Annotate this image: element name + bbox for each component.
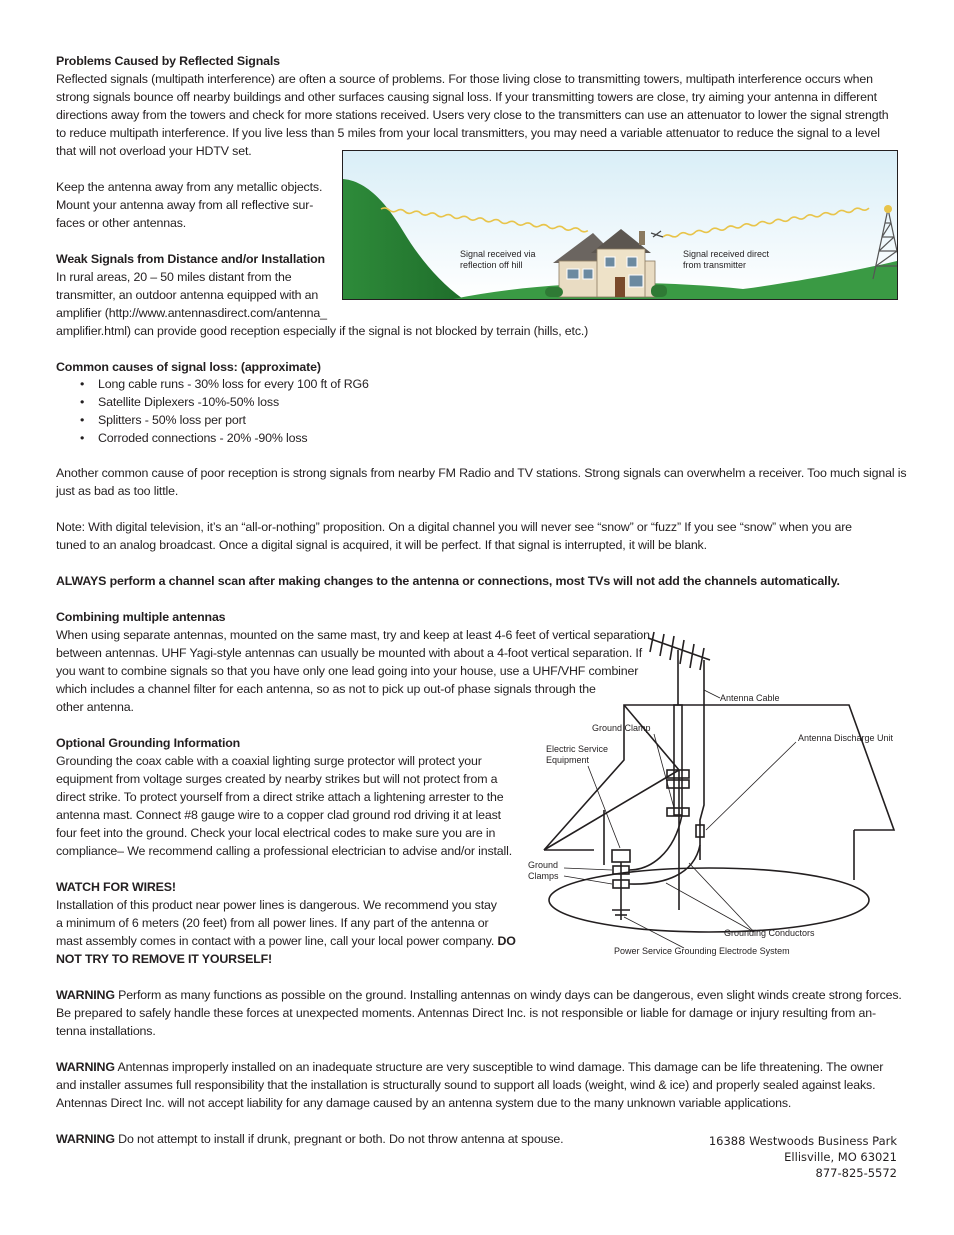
electric-service-box [612, 850, 630, 862]
paragraph-line: Be prepared to safely handle these forces at unexpected moments. Antennas Direct Inc. is not responsible or liable for damage or injury resulting from an- [56, 1006, 876, 1020]
transmitter-light [884, 205, 892, 213]
list-item: • Satellite Diplexers -10%-50% loss [80, 393, 369, 411]
antenna-boom [648, 638, 710, 660]
paragraph-line: Keep the antenna away from any metallic objects. [56, 180, 323, 194]
always-scan-notice: ALWAYS perform a channel scan after making changes to the antenna or connections, most TVs will not add the channels automatically. [56, 574, 840, 588]
paragraph-line: Reflected signals (multipath interference) are often a source of problems. For those living close to transmitting towers, multipath interference occurs when [56, 72, 873, 86]
paragraph-line: to reduce multipath interference. If you live less than 5 miles from your local transmitters, you may need a variable attenuator to reduce the signal to a level [56, 126, 880, 140]
wires-heading: WATCH FOR WIRES! [56, 880, 176, 894]
paragraph-line: direct strike. To protect yourself from a direct strike attach a lightening arrester to the [56, 790, 504, 804]
paragraph-line: tuned to an analog broadcast. Once a digital signal is acquired, it will be perfect. If that signal is interrupted, it will be blank. [56, 538, 707, 552]
paragraph-line: transmitter, an outdoor antenna equipped with an [56, 288, 319, 302]
paragraph-line: you want to combine signals so that you have only one lead going into your house, use a UHF/VHF combiner [56, 664, 639, 678]
weak-heading: Weak Signals from Distance and/or Installation [56, 252, 325, 266]
label-electric-service: Electric Service Equipment [546, 744, 609, 765]
antenna-mast [674, 705, 682, 815]
paragraph-line: a minimum of 6 meters (20 feet) from all power lines. If any part of the antenna or [56, 916, 489, 930]
label-antenna-cable: Antenna Cable [720, 693, 780, 703]
wires-bold-line: NOT TRY TO REMOVE IT YOURSELF! [56, 952, 273, 966]
paragraph-line: Mount your antenna away from all reflective sur- [56, 198, 314, 212]
paragraph-line: tenna installations. [56, 1024, 156, 1038]
paragraph-line: In rural areas, 20 – 50 miles distant from the [56, 270, 292, 284]
grounding-conductor-1 [629, 815, 682, 870]
paragraph-line: antenna mast. Connect #8 gauge wire to a copper clad ground rod driving it at least [56, 808, 501, 822]
paragraph-line: Installation of this product near power lines is dangerous. We recommend you stay [56, 898, 497, 912]
paragraph-line: four feet into the ground. Check your local electrical codes to make sure you are in [56, 826, 496, 840]
paragraph-line: Note: With digital television, it’s an “all-or-nothing” proposition. On a digital channel you will never see “snow” or “fuzz” If you see “snow” when you are [56, 520, 852, 534]
label-ground-clamp: Ground Clamp [592, 723, 651, 733]
causes-list [80, 375, 369, 447]
paragraph-line: and installer assumes full responsibility that the installation is structurally sound to support all loads (weight, wind & ice) and properly sealed against leaks. [56, 1078, 876, 1092]
causes-heading: Common causes of signal loss: (approximate) [56, 360, 321, 374]
paragraph-line: between antennas. UHF Yagi-style antennas can usually be mounted with about a 4-foot vertical separation. If [56, 646, 643, 660]
paragraph-line: When using separate antennas, mounted on the same mast, try and keep at least 4-6 feet of vertical separation [56, 628, 650, 642]
grounding-heading: Optional Grounding Information [56, 736, 241, 750]
label-reflection: Signal received via reflection off hill [460, 249, 536, 270]
reflected-heading: Problems Caused by Reflected Signals [56, 54, 280, 68]
paragraph-line: just as bad as too little. [56, 484, 179, 498]
combining-heading: Combining multiple antennas [56, 610, 226, 624]
ground-ellipse [549, 868, 869, 932]
house-right-roof [684, 705, 894, 830]
paragraph-line: compliance– We recommend calling a professional electrician to advise and/or install. [56, 844, 513, 858]
paragraph-line: Another common cause of poor reception is strong signals from nearby FM Radio and TV stations. Strong signals can overwhelm a receiver. Too much signal is [56, 466, 907, 480]
paragraph-line: Antennas Direct Inc. will not accept liability for any damage caused by an antenna system due to the many unknown variable applications. [56, 1096, 792, 1110]
paragraph-line: which includes a channel filter for each antenna, so as not to pick up out-of phase signals through the [56, 682, 596, 696]
warning-1-line: WARNING Perform as many functions as possible on the ground. Installing antennas on windy days can be dangerous, even slight winds create strong forces. [56, 988, 902, 1002]
warning-3-line: WARNING Do not attempt to install if drunk, pregnant or both. Do not throw antenna at spouse. [56, 1132, 564, 1146]
list-item: • Long cable runs - 30% loss for every 100 ft of RG6 [80, 375, 369, 393]
paragraph-line: equipment from voltage surges created by nearby strikes but will not protect from a [56, 772, 498, 786]
grounding-diagram [524, 630, 904, 960]
paragraph-line: directions away from the towers and check for more stations received. Users very close to the transmitters can use an attenuator to lower the signal strength [56, 108, 889, 122]
paragraph-line: mast assembly comes in contact with a power line, call your local power company. DO [56, 934, 516, 948]
paragraph-line: that will not overload your HDTV set. [56, 144, 252, 158]
company-address: 16388 Westwoods Business Park Ellisville, MO 63021 877-825-5572 [708, 1134, 897, 1180]
list-item: • Splitters - 50% loss per port [80, 411, 369, 429]
paragraph-line: amplifier.html) can provide good reception especially if the signal is not blocked by terrain (hills, etc.) [56, 324, 589, 338]
paragraph-line: amplifier (http://www.antennasdirect.com/antenna_ [56, 306, 327, 320]
paragraph-line: faces or other antennas. [56, 216, 187, 230]
house-eave [544, 770, 679, 850]
grounding-conductor-2 [629, 845, 700, 884]
label-electrode-system: Power Service Grounding Electrode System [614, 946, 790, 956]
label-grounding-conductors: Grounding Conductors [724, 928, 815, 938]
paragraph-line: Grounding the coax cable with a coaxial lighting surge protector will protect your [56, 754, 482, 768]
label-discharge-unit: Antenna Discharge Unit [798, 733, 894, 743]
list-item: • Corroded connections - 20% -90% loss [80, 429, 369, 447]
label-direct: Signal received direct from transmitter [683, 249, 770, 270]
illustration-svg [343, 151, 897, 299]
warning-2-line: WARNING Antennas improperly installed on an inadequate structure are very susceptible to wind damage. This damage can be life threatening. The owner [56, 1060, 884, 1074]
paragraph-line: strong signals bounce off nearby buildings and other surfaces causing signal loss. If your transmitting towers are close, try aiming your antenna in different [56, 90, 877, 104]
paragraph-line: other antenna. [56, 700, 134, 714]
label-ground-clamps: Ground Clamps [528, 860, 559, 881]
multipath-illustration [342, 150, 898, 300]
grounding-diagram-svg [524, 630, 904, 960]
